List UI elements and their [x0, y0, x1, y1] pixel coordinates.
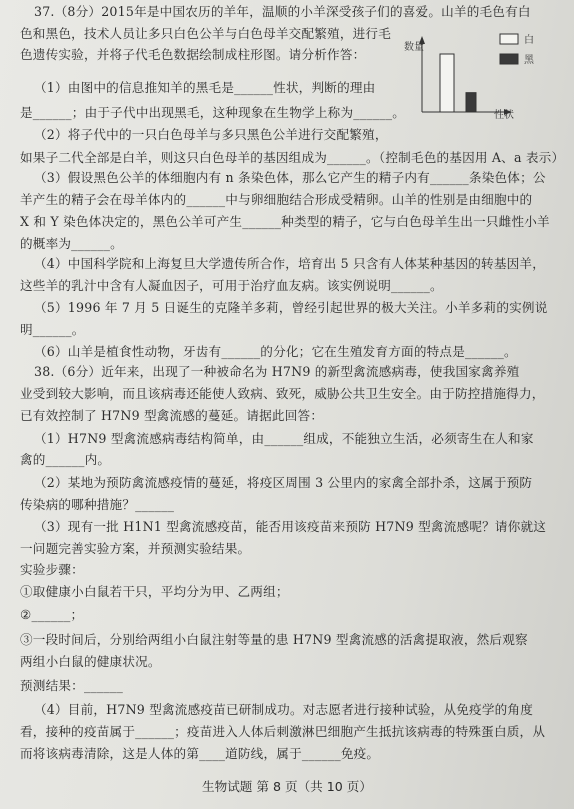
legend-black-label: 黑	[524, 55, 534, 66]
q37-2-line-1: （2）将子代中的一只白色母羊与多只黑色公羊进行交配繁殖，	[34, 127, 388, 142]
q38-4-line-3: 而将该病毒清除，这是人体的第____道防线，属于______免疫。	[20, 746, 380, 761]
q37-3-line-4: 的概率为______。	[20, 236, 123, 251]
q38-3-line-1: （3）现有一批 H1N1 型禽流感疫苗，能否用该疫苗来预防 H7N9 型禽流感呢？请你就这	[34, 519, 547, 534]
q37-5-line-1: （5）1996 年 7 月 5 日诞生的克隆羊多莉，曾经引起世界的极大关注。小羊多莉的实例说	[34, 300, 548, 315]
step-3-line-1: ③一段时间后，分别给两组小白鼠注射等量的患 H7N9 型禽流感的活禽提取液，然后观察	[20, 632, 528, 647]
q37-6-line: （6）山羊是植食性动物，牙齿有______的分化；它在生殖发育方面的特点是______。	[34, 344, 517, 359]
q37-line-3: 色遗传实验，并将子代毛色数据绘制成柱形图。请分析作答：	[20, 47, 366, 62]
q37-3-line-3: X 和 Y 染色体决定的，黑色公羊可产生______种类型的精子，它与白色母羊生出一只雌性小羊	[20, 214, 550, 229]
q37-3-line-2: 羊产生的精子会在母羊体内的______中与卵细胞结合形成受精卵。山羊的性别是由细胞中的	[20, 192, 533, 207]
q38-4-line-1: （4）目前，H7N9 型禽流感疫苗已研制成功。对志愿者进行接种试验，从免疫学的角度	[34, 702, 534, 717]
y-axis-label: 数量	[404, 42, 424, 53]
q37-3-line-1: （3）假设黑色公羊的体细胞内有 n 条染色体，那么它产生的精子内有______条染色体；公	[34, 170, 546, 185]
q38-1-line-2: 禽的______内。	[20, 452, 111, 467]
q38-line-3: 已有效控制了 H7N9 型禽流感的蔓延。请据此回答：	[20, 408, 324, 423]
bar-white	[440, 54, 454, 112]
q38-2-line-2: 传染病的哪种措施？______	[20, 497, 175, 512]
legend-white-label: 白	[524, 35, 534, 46]
step-3-line-2: 两组小白鼠的健康状况。	[20, 654, 161, 669]
experiment-steps-label: 实验步骤：	[20, 562, 84, 577]
legend-white-swatch	[500, 34, 518, 44]
q37-4-line-2: 这些羊的乳汁中含有人凝血因子，可用于治疗血友病。该实例说明______。	[20, 278, 443, 293]
legend-black-swatch	[500, 54, 518, 64]
q37-line-2: 色和黑色，技术人员让多只白色公羊与白色母羊交配繁殖，进行毛	[20, 26, 392, 41]
bar-black	[466, 93, 476, 112]
q37-1-line-1: （1）由图中的信息推知羊的黑毛是______性状，判断的理由	[34, 80, 376, 95]
q37-2-line-2: 如果子二代全部是白羊，则这只白色母羊的基因组成为______。（控制毛色的基因用 A、a 表示）	[20, 150, 565, 165]
q37-5-line-2: 明______。	[20, 322, 85, 337]
q37-1-line-2: 是______；由于子代中出现黑毛，这种现象在生物学上称为______。	[20, 105, 406, 120]
q38-3-line-2: 一问题完善实验方案，并预测实验结果。	[20, 541, 251, 556]
q37-4-line-1: （4）中国科学院和上海复旦大学遗传所合作，培育出 5 只含有人体某种基因的转基因羊，	[34, 256, 545, 271]
q38-2-line-1: （2）某地为预防禽流感疫情的蔓延，将疫区周围 3 公里内的家禽全部扑杀，这属于预防	[34, 475, 533, 490]
q38-1-line-1: （1）H7N9 型禽流感病毒结构简单，由______组成，不能独立生活，必须寄生在人和家	[34, 431, 534, 446]
q38-line-1: 38.（6分）近年来，出现了一种被命名为 H7N9 的新型禽流感病毒，使我国家禽养殖	[34, 364, 520, 379]
q38-line-2: 业受到较大影响，而且该病毒还能使人致病、致死，威胁公共卫生安全。由于防控措施得力，	[20, 386, 545, 401]
coat-color-bar-chart	[402, 30, 552, 120]
step-2: ②______；	[20, 607, 84, 622]
q37-line-1: 37.（8分）2015年是中国农历的羊年，温顺的小羊深受孩子们的喜爱。山羊的毛色有白	[34, 4, 531, 19]
page-footer: 生物试题 第 8 页（共 10 页）	[202, 779, 372, 794]
predicted-result: 预测结果：______	[20, 678, 123, 693]
x-axis-label: 性状	[494, 110, 514, 120]
step-1: ①取健康小白鼠若干只，平均分为甲、乙两组；	[20, 584, 289, 599]
q38-4-line-2: 看，接种的疫苗属于______；疫苗进入人体后刺激淋巴细胞产生抵抗该病毒的特殊蛋白质，从	[20, 724, 546, 739]
